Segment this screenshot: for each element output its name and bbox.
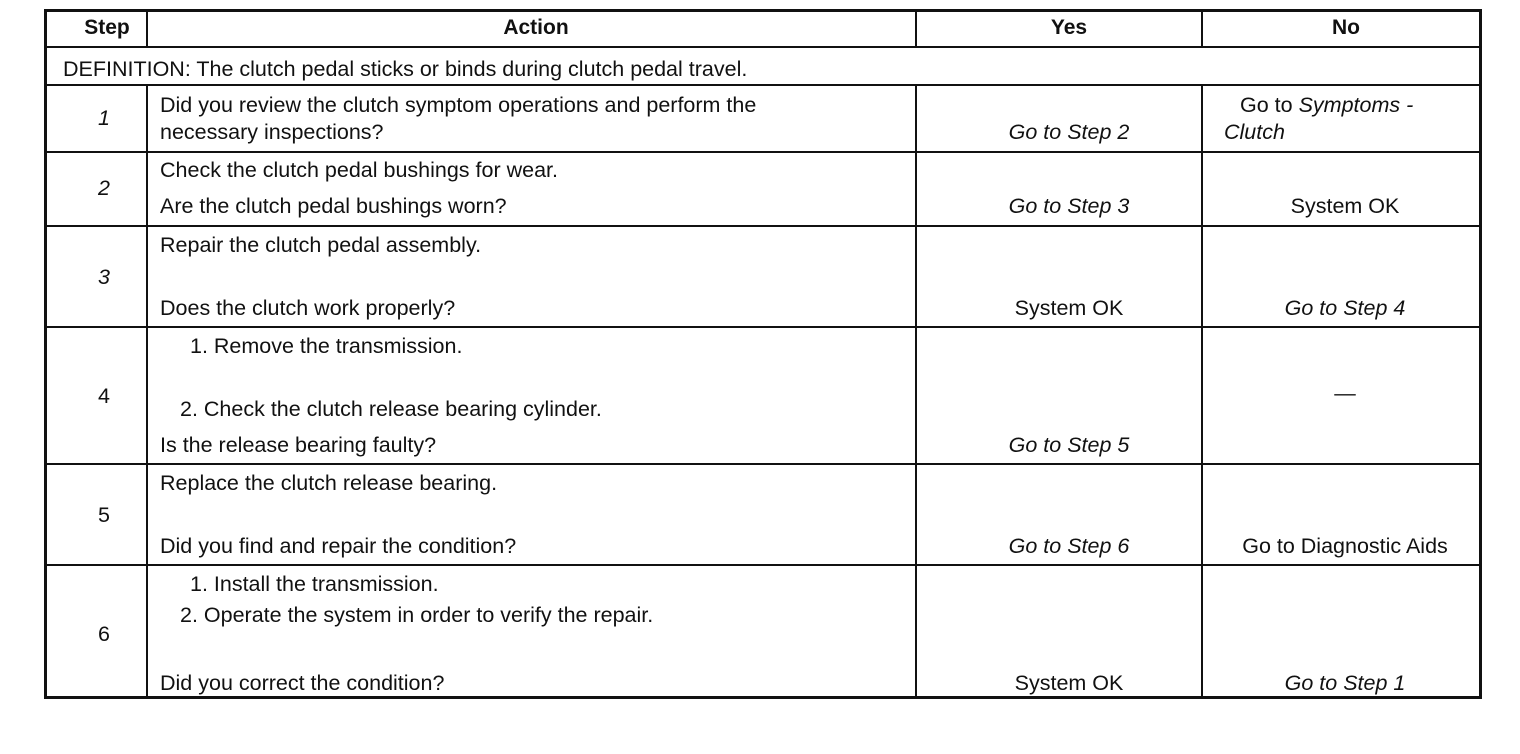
action-text: Did you review the clutch symptom operations and perform the	[160, 93, 757, 117]
no-result: System OK	[1290, 194, 1400, 218]
yes-result: Go to Step 2	[1008, 120, 1130, 144]
column-divider	[915, 84, 917, 699]
no-result: Clutch	[1224, 120, 1285, 144]
yes-result: System OK	[1014, 671, 1124, 695]
action-text: Did you find and repair the condition?	[160, 534, 517, 558]
column-divider	[146, 12, 148, 48]
row-divider	[47, 564, 1479, 566]
yes-result: Go to Step 3	[1008, 194, 1130, 218]
no-result: Go to Step 4	[1284, 296, 1406, 320]
action-text: necessary inspections?	[160, 120, 384, 144]
action-text: Check the clutch pedal bushings for wear.	[160, 158, 558, 182]
header-no: No	[1332, 16, 1360, 39]
action-text: 2. Check the clutch release bearing cylinder.	[180, 397, 602, 421]
no-result: Go to Symptoms -	[1240, 93, 1414, 117]
action-text: Are the clutch pedal bushings worn?	[160, 194, 507, 218]
step-number: 6	[98, 622, 110, 646]
row-divider	[47, 225, 1479, 227]
action-text: Did you correct the condition?	[160, 671, 445, 695]
column-divider	[146, 84, 148, 699]
row-divider	[47, 151, 1479, 153]
header-yes: Yes	[1050, 16, 1088, 39]
action-text: 2. Operate the system in order to verify the repair.	[180, 603, 654, 627]
row-divider	[47, 463, 1479, 465]
action-text: Replace the clutch release bearing.	[160, 471, 498, 495]
column-divider	[915, 12, 917, 48]
yes-result: Go to Step 6	[1008, 534, 1130, 558]
action-text: Does the clutch work properly?	[160, 296, 456, 320]
action-text: 1. Remove the transmission.	[190, 334, 463, 358]
no-result: Go to Step 1	[1284, 671, 1406, 695]
header-action: Action	[503, 16, 569, 39]
header-step: Step	[84, 16, 130, 39]
yes-result: System OK	[1014, 296, 1124, 320]
column-divider	[1201, 84, 1203, 699]
diagnostic-table	[44, 9, 1482, 699]
column-divider	[1201, 12, 1203, 48]
step-number: 3	[98, 265, 110, 289]
step-number: 4	[98, 384, 110, 408]
definition-text: DEFINITION: The clutch pedal sticks or binds during clutch pedal travel.	[63, 57, 748, 81]
step-number: 5	[98, 503, 110, 527]
row-divider	[47, 326, 1479, 328]
yes-result: Go to Step 5	[1008, 433, 1130, 457]
step-number: 2	[98, 176, 110, 200]
no-result: Go to Diagnostic Aids	[1242, 534, 1448, 558]
action-text: Is the release bearing faulty?	[160, 433, 437, 457]
action-text: 1. Install the transmission.	[190, 572, 439, 596]
no-result: —	[1334, 381, 1356, 405]
step-number: 1	[98, 106, 110, 130]
row-divider	[47, 46, 1479, 48]
action-text: Repair the clutch pedal assembly.	[160, 233, 482, 257]
row-divider	[47, 84, 1479, 86]
